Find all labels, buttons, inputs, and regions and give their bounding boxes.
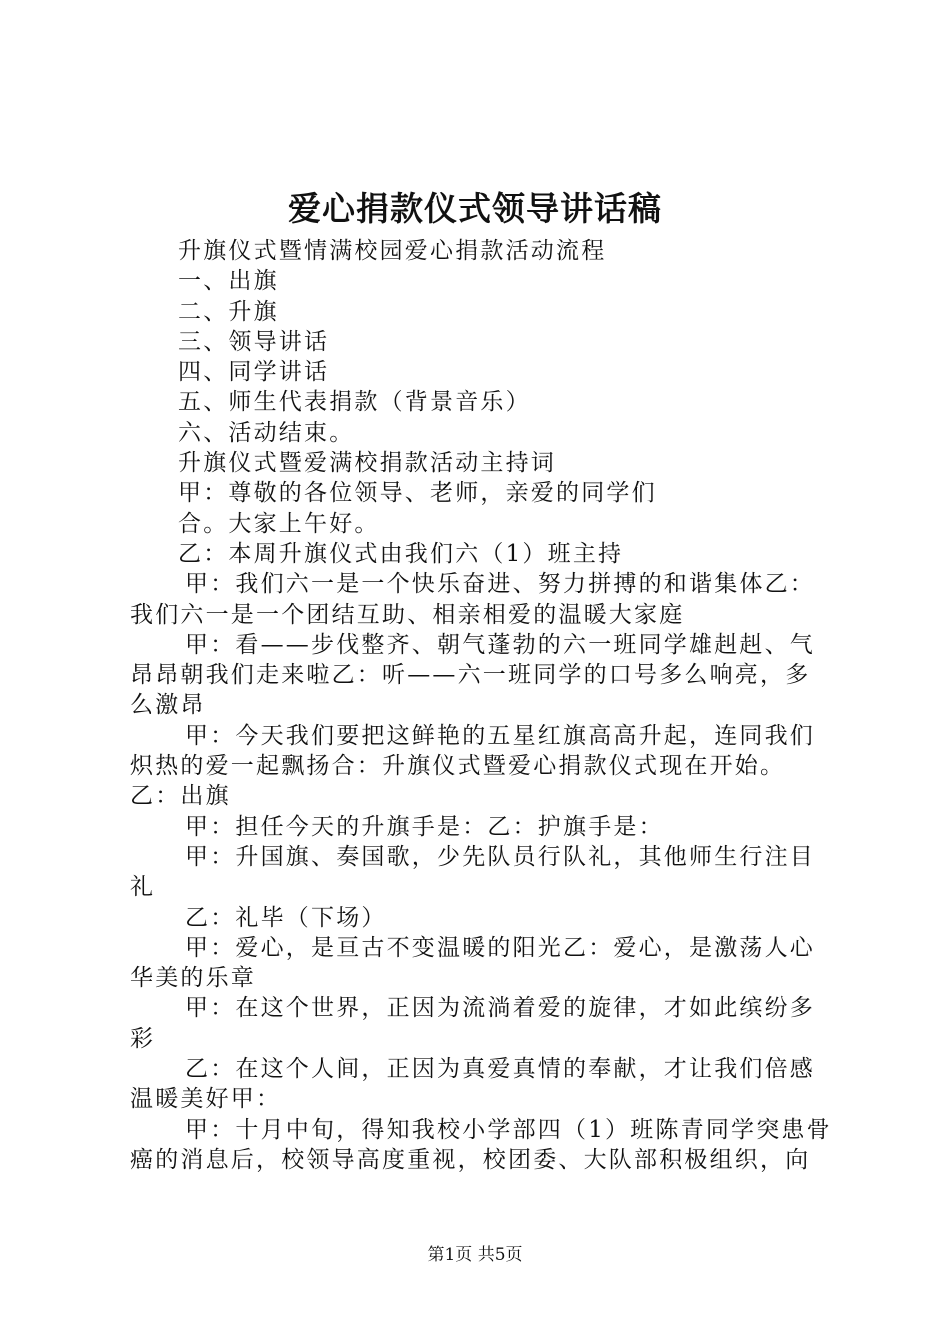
text-line: 二、升旗: [178, 298, 279, 325]
text-line: 甲：尊敬的各位领导、老师，亲爱的同学们: [178, 480, 657, 507]
paragraph: 乙：礼毕（下场）: [185, 904, 387, 931]
paragraph: 甲：担任今天的升旗手是：乙：护旗手是：: [185, 813, 664, 840]
document-title: 爱心捐款仪式领导讲话稿: [288, 189, 662, 228]
paragraph: 甲：我们六一是一个快乐奋进、努力拼搏的和谐集体乙：我们六一是一个团结互助、相亲相爱的温暖大家庭: [130, 571, 815, 628]
text-line: 三、领导讲话: [178, 328, 330, 355]
text-line: 升旗仪式暨爱满校捐款活动主持词: [178, 450, 556, 477]
text-line: 六、活动结束。: [178, 419, 355, 446]
paragraph: 甲：今天我们要把这鲜艳的五星红旗高高升起，连同我们炽热的爱一起飘扬合：升旗仪式暨爱心捐款仪式现在开始。乙：出旗: [130, 722, 815, 810]
paragraph: 甲：十月中旬，得知我校小学部四（1）班陈青同学突患骨癌的消息后，校领导高度重视，校团委、大队部积极组织，向: [130, 1116, 832, 1173]
text-line: 五、师生代表捐款（背景音乐）: [178, 389, 531, 416]
paragraph: 甲：在这个世界，正因为流淌着爱的旋律，才如此缤纷多彩: [130, 995, 815, 1052]
text-line: 四、同学讲话: [178, 359, 330, 386]
paragraph: 甲：看——步伐整齐、朝气蓬勃的六一班同学雄赳赳、气昂昂朝我们走来啦乙：听——六一班同学的口号多么响亮，多么激昂: [130, 631, 815, 719]
paragraph: 甲：升国旗、奏国歌，少先队员行队礼，其他师生行注目礼: [130, 843, 815, 901]
paragraph: 乙：在这个人间，正因为真爱真情的奉献，才让我们倍感温暖美好甲：: [130, 1056, 815, 1113]
paragraph: 甲：爱心，是亘古不变温暖的阳光乙：爱心，是激荡人心华美的乐章: [130, 934, 815, 992]
text-line: 乙：本周升旗仪式由我们六（1）班主持: [178, 540, 624, 567]
document-body: [130, 236, 832, 1175]
text-line: 升旗仪式暨情满校园爱心捐款活动流程: [178, 238, 607, 264]
page-number: 第1页 共5页: [427, 1245, 523, 1265]
text-line: 一、出旗: [178, 268, 279, 295]
text-line: 合。大家上午好。: [178, 510, 380, 537]
